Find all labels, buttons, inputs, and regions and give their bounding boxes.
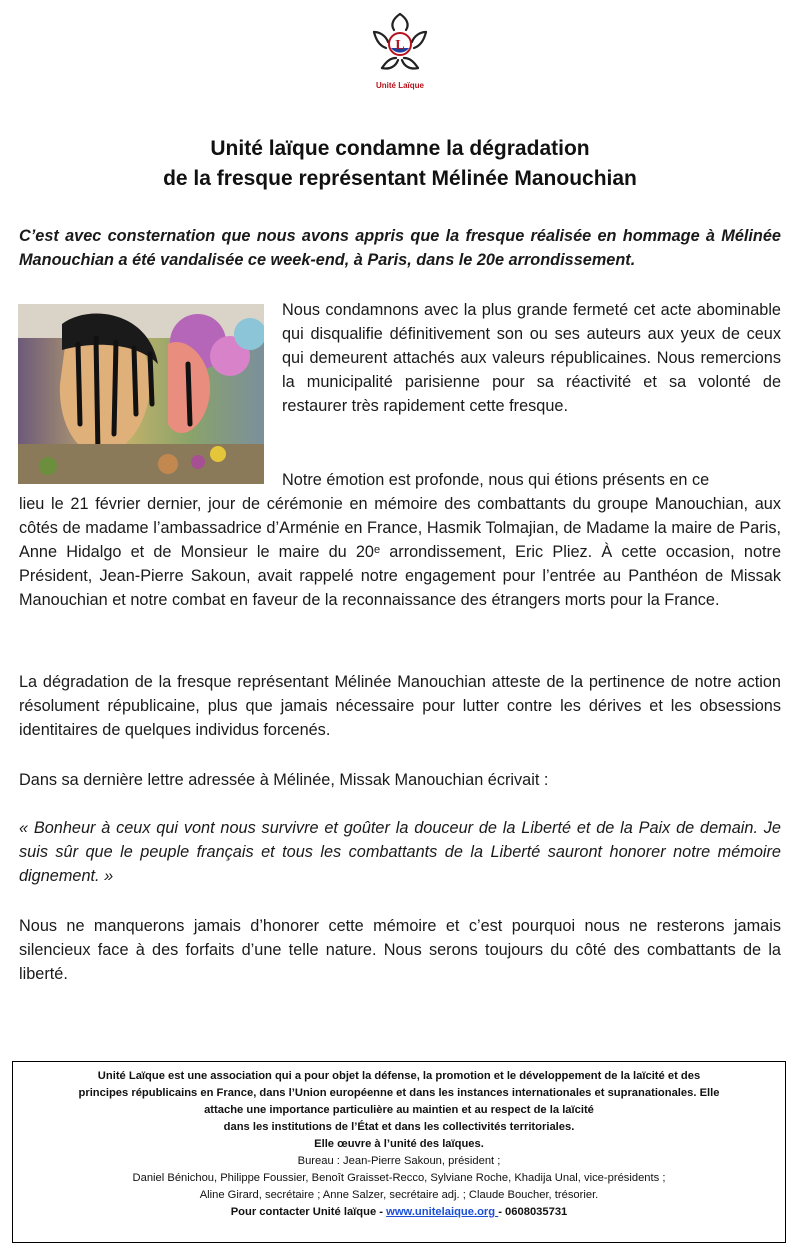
fresco-photo: [18, 304, 264, 484]
footer-line-3: attache une importance particulière au maintien et au respect de la laïcité: [204, 1104, 594, 1116]
title-line-1: Unité laïque condamne la dégradation: [210, 137, 590, 160]
contact-prefix: Pour contacter Unité laïque -: [230, 1206, 387, 1218]
paragraph-conclusion: Nous ne manquerons jamais d’honorer cette mémoire et c’est pourquoi nous ne resterons jamais silencieux face à des forfaits d’une telle nature. Nous serons toujours du côté des combattants de la liberté.: [19, 917, 781, 983]
vandalized-fresco-photo: [18, 304, 264, 484]
paragraph-emotion-first-line: Notre émotion est profonde, nous qui étions présents en ce: [282, 471, 710, 489]
paragraph-condemnation: Nous condamnons avec la plus grande fermeté cet acte abominable qui disqualifie définitivement son ou ses auteurs aux yeux de ceux qui demeurent attachés aux valeurs républicaines. Nous remercions la municipalité parisienne pour sa réactivité et sa volonté de restaurer très rapidement cette fresque.: [282, 301, 781, 415]
contact-phone: - 0608035731: [498, 1206, 568, 1218]
footer-line-4: dans les institutions de l’État et dans les collectivités territoriales.: [223, 1121, 575, 1133]
manouchian-quote: « Bonheur à ceux qui vont nous survivre et goûter la douceur de la Liberté et de la Paix de demain. Je suis sûr que le peuple français et tous les combattants de la Liberté sauront honorer notre mémoire dignement. »: [19, 819, 781, 885]
title-line-2: de la fresque représentant Mélinée Manouchian: [163, 167, 637, 190]
paragraph-degradation: La dégradation de la fresque représentant Mélinée Manouchian atteste de la pertinence de notre action résolument républicaine, plus que jamais nécessaire pour lutter contre les dérives et les obsessions identitaires de quelques individus forcenés.: [19, 673, 781, 739]
footer-line-5: Elle œuvre à l’unité des laïques.: [314, 1138, 484, 1150]
footer-line-7: Daniel Bénichou, Philippe Foussier, Benoît Graisset-Recco, Sylviane Roche, Khadija Unal, vice-présidents ;: [132, 1172, 666, 1184]
intro-paragraph: C’est avec consternation que nous avons appris que la fresque réalisée en hommage à Mélinée Manouchian a été vandalisée ce week-end, à Paris, dans le 20e arrondissement.: [19, 227, 781, 269]
footer-contact: [21, 1204, 777, 1221]
paragraph-emotion: [19, 468, 781, 612]
paragraph-letter-intro: Dans sa dernière lettre adressée à Mélinée, Missak Manouchian écrivait :: [19, 771, 549, 789]
unite-laique-logo-icon: [364, 8, 436, 80]
logo-letter: L: [395, 38, 405, 53]
footer-line-6: Bureau : Jean-Pierre Sakoun, président ;: [297, 1155, 501, 1167]
footer-line-8: Aline Girard, secrétaire ; Anne Salzer, secrétaire adj. ; Claude Boucher, trésorier.: [199, 1189, 599, 1201]
page-title: [40, 134, 760, 194]
website-link[interactable]: www.unitelaique.org: [386, 1206, 499, 1218]
logo: [360, 8, 440, 96]
association-footer: [12, 1061, 786, 1243]
footer-line-1: Unité Laïque est une association qui a pour objet la défense, la promotion et le développement de la laïcité et des: [97, 1070, 701, 1082]
logo-caption: Unité Laïque: [375, 81, 424, 90]
paragraph-emotion-body: lieu le 21 février dernier, jour de cérémonie en mémoire des combattants du groupe Manouchian, aux côtés de madame l’ambassadrice d’Arménie en France, Hasmik Tolmajian, de Madame la maire de Paris, Anne Hidalgo et de Monsieur le maire du 20ᵉ arrondissement, Eric Pliez. À cette occasion, notre Président, Jean-Pierre Sakoun, avait rappelé notre engagement pour l’entrée au Panthéon de Missak Manouchian et notre combat en faveur de la reconnaissance des étrangers morts pour la France.: [19, 495, 781, 609]
footer-line-2: principes républicains en France, dans l’Union européenne et dans les instances internationales et supranationales. Elle: [78, 1087, 720, 1099]
